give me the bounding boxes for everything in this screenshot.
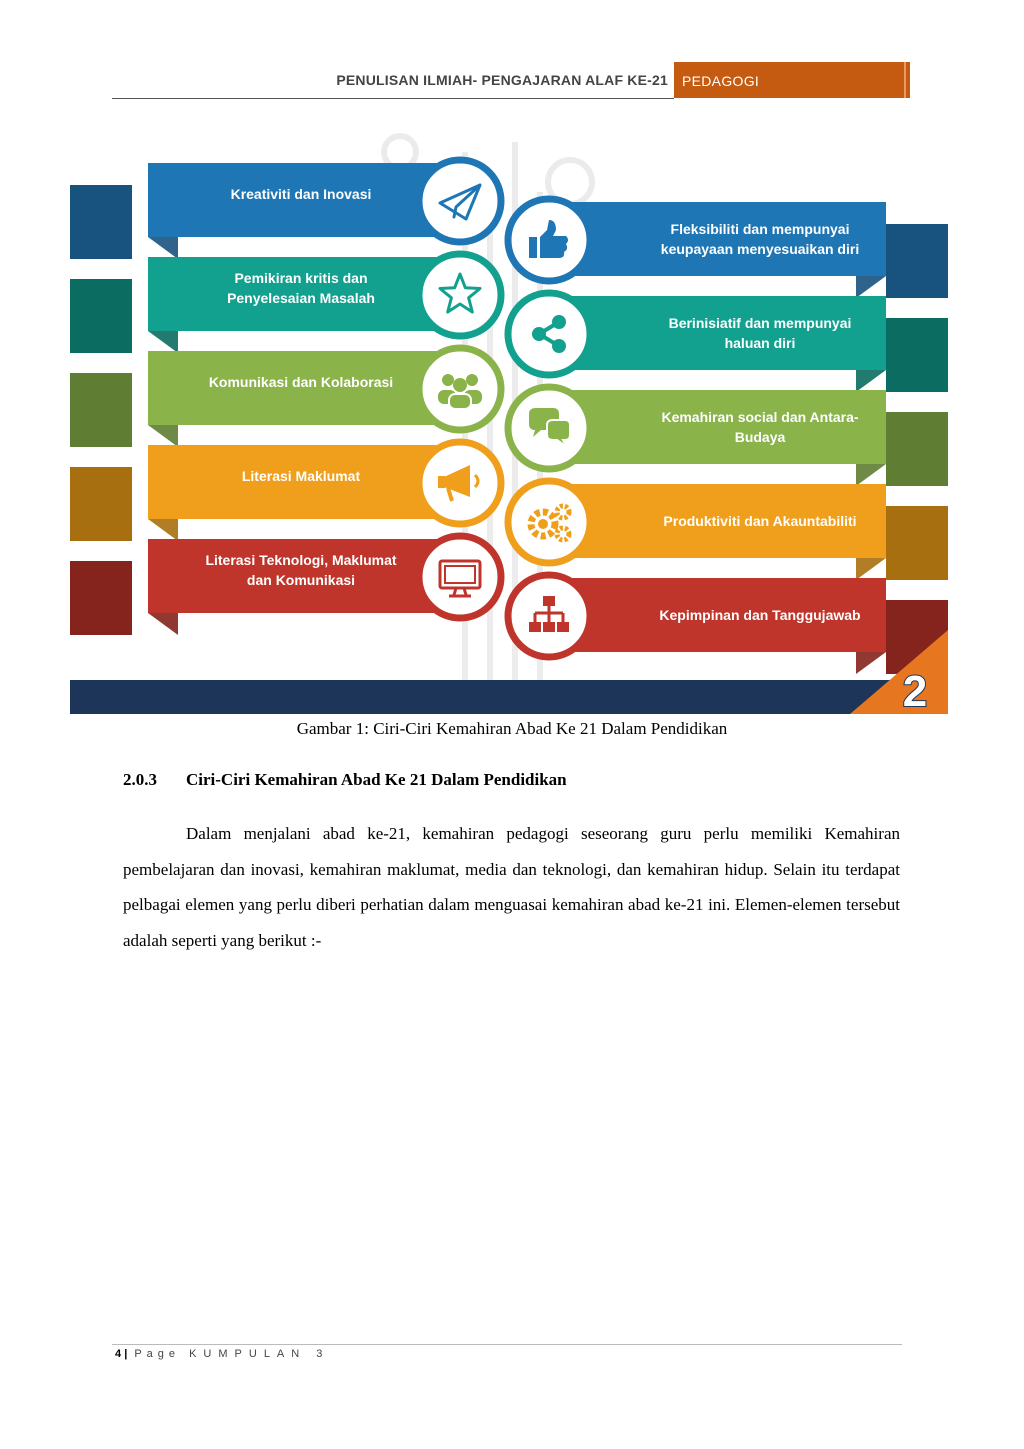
icon-ring: [419, 536, 501, 618]
people-icon: [438, 374, 482, 409]
badge-number: 2: [902, 667, 928, 714]
skill-label: Kepimpinan dan Tanggujawab: [659, 607, 861, 623]
skill-item: [70, 442, 501, 541]
skill-item: [508, 575, 948, 674]
ribbon-fold: [856, 464, 886, 486]
figure-caption: Gambar 1: Ciri-Ciri Kemahiran Abad Ke 21 Dalam Pendidikan: [296, 719, 728, 738]
skill-label: Pemikiran kritis dan: [234, 270, 368, 286]
header-tag-label: PEDAGOGI: [682, 73, 760, 89]
right-ribbons: [508, 199, 948, 674]
skill-item: [508, 293, 948, 392]
skill-label: Penyelesaian Masalah: [227, 290, 375, 306]
ribbon-bar: [550, 296, 886, 370]
skill-label: keupayaan menyesuaikan diri: [660, 241, 860, 257]
skill-label: dan Komunikasi: [246, 572, 356, 588]
ribbon-bar: [550, 202, 886, 276]
skill-item: [70, 160, 501, 259]
footer-rule: [112, 1344, 902, 1345]
header-title: PENULISAN ILMIAH- PENGAJARAN ALAF KE-21: [336, 72, 668, 88]
icon-ring: [508, 293, 590, 375]
skill-label: haluan diri: [724, 335, 796, 351]
skills-infographic: [70, 112, 948, 714]
footer-separator: |: [124, 1348, 128, 1360]
skill-item: [508, 387, 948, 486]
page-footer: [115, 1348, 329, 1360]
skill-label: Kemahiran social dan Antara-: [661, 409, 859, 425]
icon-ring: [508, 481, 590, 563]
skill-label: Budaya: [734, 429, 786, 445]
header-tag-stripe: [904, 62, 906, 98]
ribbon-stub: [70, 185, 132, 259]
ribbon-fold: [148, 613, 178, 635]
ribbon-stub: [70, 279, 132, 353]
page-number: 4: [115, 1348, 122, 1360]
ribbon-stub: [70, 467, 132, 541]
ribbon-stub: [886, 224, 948, 298]
section-title: Ciri-Ciri Kemahiran Abad Ke 21 Dalam Pendidikan: [186, 770, 567, 789]
skill-label: Berinisiatif dan mempunyai: [668, 315, 852, 331]
ribbon-stub: [886, 506, 948, 580]
skill-label: Fleksibiliti dan mempunyai: [670, 221, 850, 237]
ribbon-stub: [886, 318, 948, 392]
header-tag: [674, 62, 910, 98]
skill-label: Literasi Maklumat: [241, 468, 361, 484]
ribbon-fold: [856, 652, 886, 674]
icon-ring: [419, 254, 501, 336]
ribbon-stub: [886, 412, 948, 486]
skill-item: [508, 481, 948, 580]
skill-label: Kreativiti dan Inovasi: [230, 186, 372, 202]
section-number: 2.0.3: [123, 770, 157, 789]
ribbon-bar: [550, 390, 886, 464]
left-ribbons: [70, 160, 501, 635]
skill-item: [508, 199, 948, 298]
ribbon-fold: [148, 237, 178, 259]
skill-item: [70, 536, 501, 635]
ribbon-fold: [856, 370, 886, 392]
page-label: Page: [134, 1348, 181, 1360]
group-label: KUMPULAN 3: [189, 1348, 330, 1360]
header-rule: [112, 98, 674, 99]
body-paragraph: Dalam menjalani abad ke-21, kemahiran pedagogi seseorang guru perlu memiliki Kemahiran pembelajaran dan inovasi, kemahiran maklumat, media dan teknologi, dan kemahiran hidup. Selain itu terdapat pelbagai elemen yang perlu diberi perhatian dalam menguasai kemahiran abad ke-21 ini. Elemen-elemen tersebut adalah seperti yang berikut :-: [123, 824, 900, 950]
skill-label: Produktiviti dan Akauntabiliti: [663, 513, 857, 529]
ribbon-stub: [70, 373, 132, 447]
navy-band: [70, 680, 948, 714]
skill-item: [70, 348, 501, 447]
ribbon-fold: [148, 425, 178, 447]
ribbon-fold: [148, 331, 178, 353]
icon-ring: [419, 160, 501, 242]
ribbon-fold: [148, 519, 178, 541]
skill-label: Literasi Teknologi, Maklumat: [205, 552, 397, 568]
ribbon-fold: [856, 558, 886, 580]
skill-label: Komunikasi dan Kolaborasi: [208, 374, 394, 390]
skill-item: [70, 254, 501, 353]
ribbon-fold: [856, 276, 886, 298]
ribbon-stub: [70, 561, 132, 635]
